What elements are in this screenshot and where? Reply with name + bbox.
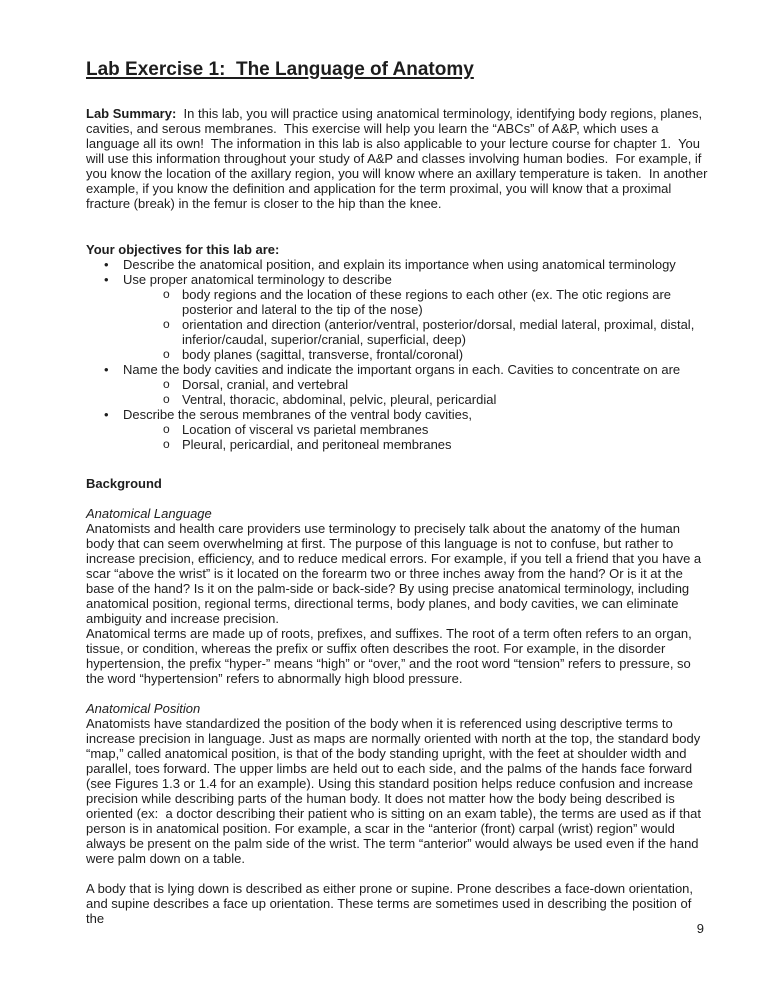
list-item-text: Pleural, pericardial, and peritoneal membranes [182,437,452,452]
circle-bullet-icon: o [163,392,170,406]
list-item-text: Describe the anatomical position, and explain its importance when using anatomical terminology [123,257,676,272]
lab-summary-paragraph [86,106,712,211]
bullet-icon: • [104,407,109,422]
background-heading: Background [86,476,162,491]
circle-bullet-icon: o [163,422,170,436]
list-item [86,377,708,392]
circle-bullet-icon: o [163,287,170,301]
list-item-text: Location of visceral vs parietal membranes [182,422,429,437]
subheading-anatomical-position: Anatomical Position [86,701,201,716]
list-item [86,437,708,452]
document-title: Lab Exercise 1: The Language of Anatomy [86,59,474,80]
objectives-heading: Your objectives for this lab are: [86,242,280,257]
list-item [86,272,708,287]
list-item [86,407,708,422]
list-item-text: Dorsal, cranial, and vertebral [182,377,349,392]
list-item-text: Name the body cavities and indicate the important organs in each. Cavities to concentrate on are [123,362,681,377]
paragraph-anatomical-language-1: Anatomists and health care providers use terminology to precisely talk about the anatomy of the human body that can seem overwhelming at first. The purpose of this language is not to confuse, but rather to increase precision, efficiency, and to reduce medical errors. For example, if you tell a friend that you have a scar “above the wrist” is it located on the forearm two or three inches away from the hand? Or is it at the base of the hand? Is it on the palm-side or back-side? By using precise anatomical terminology, including anatomical position, regional terms, directional terms, body planes, and body cavities, we can eliminate ambiguity and increase precision. [86,521,705,626]
list-item [86,317,708,347]
paragraph-anatomical-position: Anatomists have standardized the position of the body when it is referenced using descriptive terms to increase precision in language. Just as maps are normally oriented with north at the top, the standard body “map,” called anatomical position, is that of the body standing upright, with the feet at shoulder width and parallel, toes forward. The upper limbs are held out to each side, and the palms of the hands face forward (see Figures 1.3 or 1.4 for an example). Using this standard position helps reduce confusion and increase precision while describing parts of the human body. It does not matter how the body being described is oriented (ex: a doctor describing their patient who is sitting on an exam table), the terms are used as if that person is in anatomical position. For example, a scar in the “anterior (front) carpal (wrist) region” would always be present on the palm side of the wrist. The term “anterior” would always be used even if the hand were palm down on a table. [86,716,705,866]
closing-paragraph: A body that is lying down is described as either prone or supine. Prone describes a face-down orientation, and supine describes a face up orientation. These terms are sometimes used in describing the position of the [86,881,697,926]
document-content [86,58,712,926]
circle-bullet-icon: o [163,317,170,331]
circle-bullet-icon: o [163,437,170,451]
circle-bullet-icon: o [163,377,170,391]
list-item-text: Describe the serous membranes of the ventral body cavities, [123,407,473,422]
list-item [86,287,708,317]
lab-summary-text: In this lab, you will practice using anatomical terminology, identifying body regions, planes, cavities, and serous membranes. This exercise will help you learn the “ABCs” of A&P, which uses a language all its own! The information in this lab is also applicable to your lecture course for chapter 1. You will use this information throughout your study of A&P and classes involving human bodies. For example, if you know the location of the axillary region, you will know where an axillary temperature is taken. In another example, if you know the definition and application for the term proximal, you will know that a proximal fracture (break) in the femur is closer to the hip than the knee. [86,106,712,211]
objectives-list [86,257,708,452]
list-item [86,257,708,272]
list-item-text: body regions and the location of these regions to each other (ex. The otic regions are posterior and lateral to the tip of the nose) [182,287,672,317]
list-item-text: Use proper anatomical terminology to describe [123,272,392,287]
bullet-icon: • [104,362,109,377]
list-item [86,392,708,407]
list-item [86,362,708,377]
page-number: 9 [696,921,704,936]
circle-bullet-icon: o [163,347,170,361]
paragraph-anatomical-language-2: Anatomical terms are made up of roots, prefixes, and suffixes. The root of a term often refers to an organ, tissue, or condition, whereas the prefix or suffix often describes the root. For example, in the disorder hypertension, the prefix “hyper-” means “high” or “over,” and the root word “tension” refers to pressure, so the word “hypertension” refers to abnormally high blood pressure. [86,626,696,686]
list-item [86,347,708,362]
list-item [86,422,708,437]
list-item-text: body planes (sagittal, transverse, frontal/coronal) [182,347,464,362]
list-item-text: Ventral, thoracic, abdominal, pelvic, pleural, pericardial [182,392,497,407]
lab-summary-label: Lab Summary: [86,106,177,121]
bullet-icon: • [104,272,109,287]
subheading-anatomical-language: Anatomical Language [86,506,212,521]
bullet-icon: • [104,257,109,272]
list-item-text: orientation and direction (anterior/ventral, posterior/dorsal, medial lateral, proximal, distal, inferior/caudal, superior/cranial, superficial, deep) [182,317,695,347]
